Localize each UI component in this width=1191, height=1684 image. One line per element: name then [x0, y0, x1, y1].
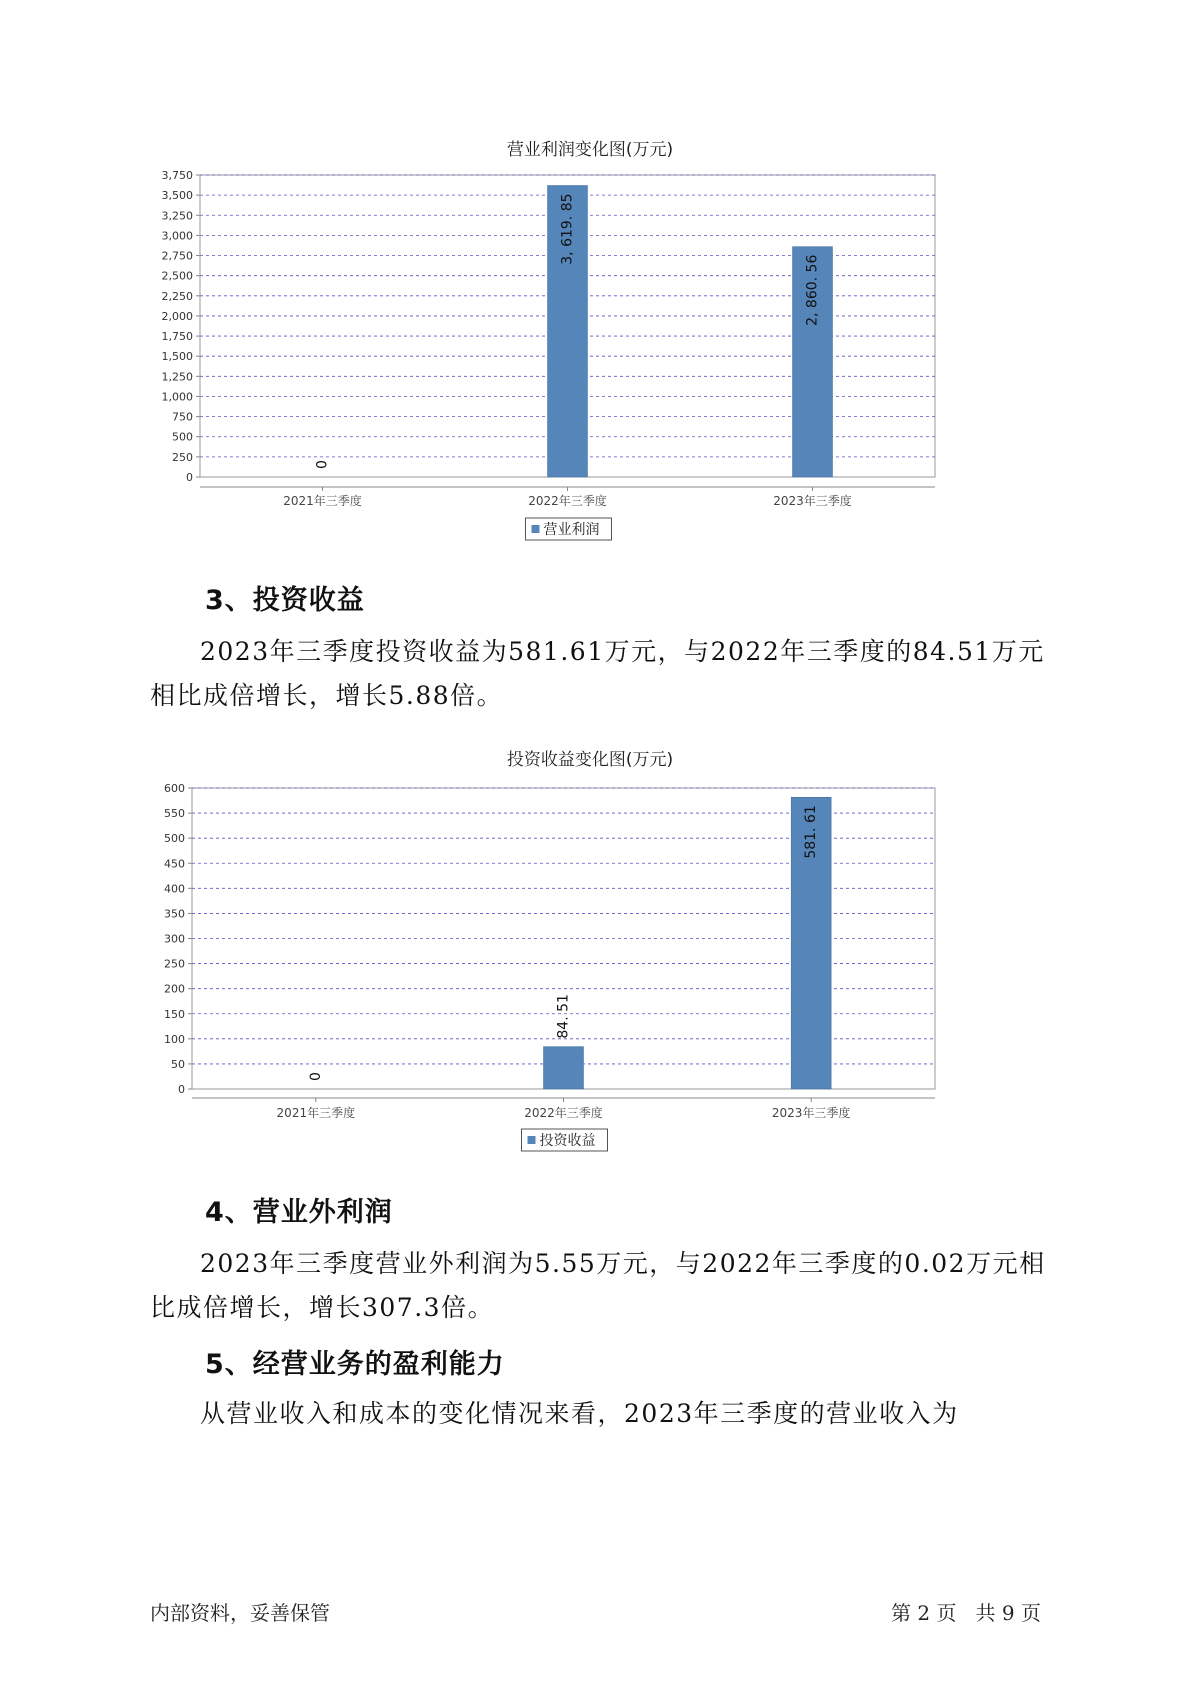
chart-title: 投资收益变化图(万元) [506, 750, 674, 770]
y-tick-label: 600 [164, 782, 185, 795]
x-tick-label: 2023年三季度 [771, 1106, 851, 1120]
x-tick-label: 2023年三季度 [773, 494, 852, 508]
chart-title: 营业利润变化图(万元) [506, 140, 674, 160]
operating-profit-chart [150, 130, 1030, 550]
y-tick-label: 3,000 [161, 229, 193, 243]
x-tick-label: 2021年三季度 [276, 1106, 356, 1120]
y-tick-label: 50 [171, 1057, 185, 1071]
section-paragraph-investment-income: 2023年三季度投资收益为581.61万元，与2022年三季度的84.51万元相比成倍增长，增长5.88倍。 [150, 637, 1045, 710]
y-tick-label: 2,250 [161, 289, 193, 303]
y-tick-label: 3,500 [161, 189, 193, 203]
legend-label: 投资收益 [539, 1133, 596, 1149]
y-tick-label: 750 [172, 410, 193, 424]
legend-label: 营业利润 [543, 522, 600, 538]
y-tick-label: 100 [164, 1032, 185, 1046]
y-tick-label: 1,000 [161, 390, 193, 404]
y-tick-label: 150 [164, 1007, 185, 1021]
data-label: 2, 860. 56 [804, 254, 821, 326]
y-tick-label: 250 [172, 450, 193, 464]
y-tick-label: 500 [164, 832, 185, 846]
data-label: 3, 619. 85 [559, 193, 576, 265]
y-tick-label: 250 [164, 957, 185, 971]
y-tick-label: 2,750 [161, 249, 193, 263]
y-tick-label: 3,250 [161, 209, 193, 223]
legend-swatch [532, 525, 540, 533]
x-tick-label: 2022年三季度 [524, 1106, 603, 1120]
footer-confidential-note: 内部资料，妥善保管 [150, 1601, 330, 1625]
y-tick-label: 0 [178, 1083, 185, 1096]
section-heading-profitability: 5、经营业务的盈利能力 [205, 1349, 505, 1380]
y-tick-label: 400 [164, 882, 185, 896]
bar [544, 1047, 584, 1089]
x-tick-label: 2022年三季度 [528, 494, 607, 508]
y-tick-label: 0 [186, 471, 193, 484]
y-tick-label: 3,750 [161, 169, 193, 182]
y-tick-label: 350 [164, 907, 185, 921]
section-heading-investment-income: 3、投资收益 [205, 585, 365, 616]
y-tick-label: 2,500 [161, 269, 193, 283]
y-tick-label: 300 [164, 932, 185, 946]
section-paragraph-profitability: 从营业收入和成本的变化情况来看，2023年三季度的营业收入为 [200, 1399, 959, 1428]
operating-profit-chart-svg [150, 130, 1030, 550]
legend-swatch [528, 1136, 536, 1144]
data-label: 581. 61 [803, 805, 820, 859]
section-paragraph-non-operating-profit: 2023年三季度营业外利润为5.55万元，与2022年三季度的0.02万元相比成倍增长，增长307.3倍。 [150, 1249, 1046, 1322]
y-tick-label: 1,750 [161, 330, 193, 344]
data-label: 0 [314, 460, 331, 469]
footer-page-number: 第 2 页 共 9 页 [891, 1601, 1041, 1625]
y-tick-label: 2,000 [161, 309, 193, 323]
y-tick-label: 200 [164, 982, 185, 996]
data-label: 84. 51 [555, 994, 572, 1039]
y-tick-label: 450 [164, 857, 185, 871]
section-heading-non-operating-profit: 4、营业外利润 [205, 1197, 393, 1228]
y-tick-label: 1,500 [161, 350, 193, 364]
x-tick-label: 2021年三季度 [283, 494, 362, 508]
y-tick-label: 550 [164, 807, 185, 821]
investment-income-chart [150, 740, 1030, 1160]
y-tick-label: 1,250 [161, 370, 193, 384]
data-label: 0 [307, 1072, 324, 1081]
y-tick-label: 500 [172, 430, 193, 444]
investment-income-chart-svg [150, 740, 1030, 1160]
